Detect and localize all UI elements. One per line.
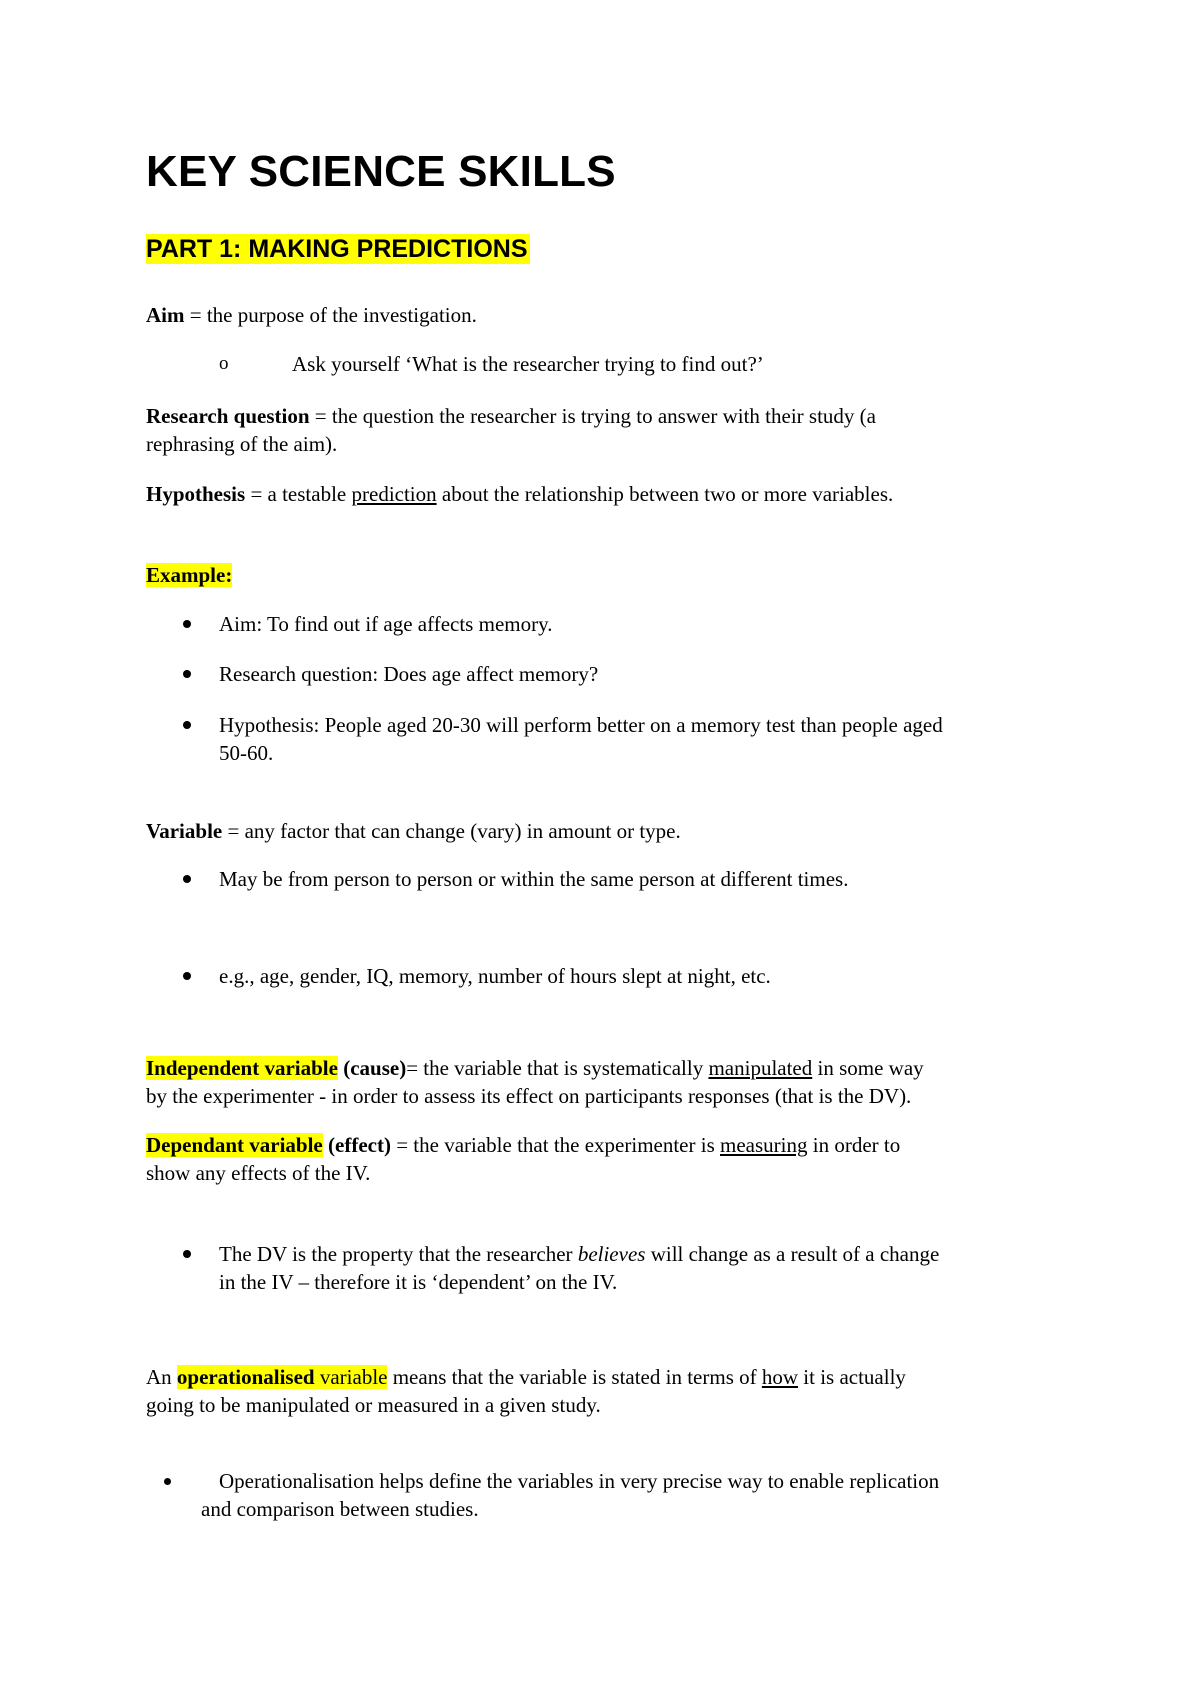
page-title: KEY SCIENCE SKILLS <box>146 147 616 196</box>
bullet-icon <box>183 1250 191 1258</box>
operational-pre: An <box>146 1365 177 1389</box>
operational-term-bold: operationalised <box>176 1365 315 1389</box>
dependant-variable-definition <box>146 1131 1066 1187</box>
operational-term <box>177 1365 388 1389</box>
variable-item: e.g., age, gender, IQ, memory, number of hours slept at night, etc. <box>219 964 771 988</box>
circle-bullet-marker: o <box>219 353 229 374</box>
independent-variable-definition <box>146 1054 1066 1110</box>
example-item <box>219 711 1079 767</box>
variable-item: May be from person to person or within the same person at different times. <box>219 867 849 891</box>
aim-term: Aim <box>146 303 185 327</box>
variable-definition <box>146 817 1066 845</box>
dv-def-line2: show any effects of the IV. <box>146 1161 371 1185</box>
hypothesis-def-post: about the relationship between two or more variables. <box>436 482 894 506</box>
aim-def: = the purpose of the investigation. <box>184 303 477 327</box>
iv-def-underlined: manipulated <box>708 1056 813 1080</box>
operational-term-plain: variable <box>314 1365 388 1389</box>
operational-item-line1: Operationalisation helps define the variables in very precise way to enable replication <box>219 1469 940 1493</box>
example-item: Aim: To find out if age affects memory. <box>219 612 553 636</box>
dv-item-italic: believes <box>577 1242 646 1266</box>
operational-mid: means that the variable is stated in terms of <box>387 1365 762 1389</box>
dv-paren: (effect) <box>322 1133 391 1157</box>
hypothesis-def-pre: = a testable <box>245 482 352 506</box>
bullet-icon <box>183 670 191 678</box>
hypothesis-def-underlined: prediction <box>351 482 437 506</box>
example-label: Example: <box>146 563 233 587</box>
hypothesis-term: Hypothesis <box>146 482 246 506</box>
bullet-icon <box>183 721 191 729</box>
dv-item-post: will change as a result of a change <box>645 1242 940 1266</box>
example-item: Research question: Does age affect memory? <box>219 662 599 686</box>
iv-def-line2: by the experimenter - in order to assess its effect on participants responses (that is the DV). <box>146 1084 912 1108</box>
section-heading-part1: PART 1: MAKING PREDICTIONS <box>146 235 528 263</box>
hypothesis-definition <box>146 480 1066 508</box>
example-item-line1: Hypothesis: People aged 20-30 will perform better on a memory test than people aged <box>219 713 943 737</box>
operational-item-line2: and comparison between studies. <box>201 1497 479 1521</box>
research-question-def-line2: rephrasing of the aim). <box>146 432 338 456</box>
dv-def-underlined: measuring <box>720 1133 808 1157</box>
iv-def-post: in some way <box>812 1056 924 1080</box>
example-label-line <box>146 561 1066 589</box>
dv-def-pre: = the variable that the experimenter is <box>390 1133 721 1157</box>
research-question-def-line1: = the question the researcher is trying to answer with their study (a <box>309 404 876 428</box>
aim-sub-item: Ask yourself ‘What is the researcher trying to find out?’ <box>292 352 764 376</box>
iv-def-pre: = the variable that is systematically <box>406 1056 709 1080</box>
bullet-icon <box>164 1478 171 1485</box>
dv-item-line2: in the IV – therefore it is ‘dependent’ on the IV. <box>219 1270 618 1294</box>
dv-item <box>219 1240 1079 1296</box>
research-question-term: Research question <box>146 404 310 428</box>
aim-definition <box>146 301 1066 329</box>
operational-post: it is actually <box>798 1365 906 1389</box>
operational-item <box>201 1467 1081 1523</box>
iv-term: Independent variable <box>146 1056 338 1080</box>
variable-term: Variable <box>146 819 223 843</box>
research-question-definition <box>146 402 1066 458</box>
iv-paren: (cause) <box>337 1056 407 1080</box>
bullet-icon <box>183 875 191 883</box>
bullet-icon <box>183 620 191 628</box>
operational-line2: going to be manipulated or measured in a given study. <box>146 1393 601 1417</box>
bullet-icon <box>183 972 191 980</box>
example-item-line2: 50-60. <box>219 741 274 765</box>
variable-def: = any factor that can change (vary) in amount or type. <box>222 819 681 843</box>
dv-term: Dependant variable <box>146 1133 323 1157</box>
dv-item-pre: The DV is the property that the researcher <box>219 1242 578 1266</box>
dv-def-post: in order to <box>807 1133 901 1157</box>
operationalised-variable-definition <box>146 1363 1066 1419</box>
operational-underlined: how <box>761 1365 799 1389</box>
